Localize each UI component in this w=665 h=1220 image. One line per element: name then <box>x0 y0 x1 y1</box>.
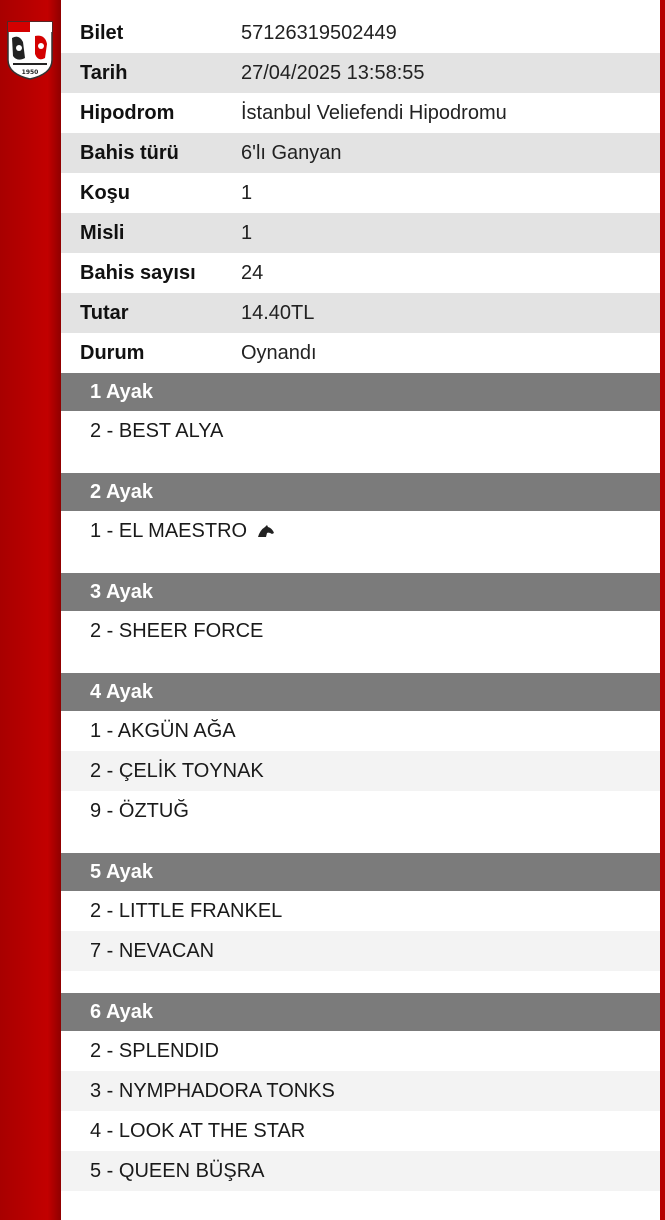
horse-label: 1 - EL MAESTRO <box>90 519 248 542</box>
leg-header: 1 Ayak <box>61 373 660 411</box>
info-label: Bahis sayısı <box>80 261 196 284</box>
leg-header: 5 Ayak <box>61 853 660 891</box>
horse-row <box>61 1071 660 1111</box>
leg-section <box>61 373 660 473</box>
info-value: İstanbul Veliefendi Hipodromu <box>241 101 507 124</box>
info-value: 1 <box>241 181 253 204</box>
info-row <box>61 93 660 133</box>
info-value: 57126319502449 <box>241 21 397 44</box>
info-row <box>61 173 660 213</box>
info-row <box>61 213 660 253</box>
horse-label: 5 - QUEEN BÜŞRA <box>90 1159 265 1182</box>
leg-header: 2 Ayak <box>61 473 660 511</box>
horse-label: 2 - BEST ALYA <box>90 419 224 442</box>
info-value: Oynandı <box>241 341 317 364</box>
horse-row <box>61 1031 660 1071</box>
horse-row <box>61 411 660 451</box>
horse-label: 7 - NEVACAN <box>90 939 215 962</box>
leg-section <box>61 993 660 1213</box>
horse-row <box>61 891 660 931</box>
leg-spacer <box>61 1191 660 1213</box>
leg-spacer <box>61 971 660 993</box>
leg-spacer <box>61 651 660 673</box>
info-row <box>61 293 660 333</box>
leg-header: 3 Ayak <box>61 573 660 611</box>
horse-row <box>61 931 660 971</box>
leg-spacer <box>61 451 660 473</box>
leg-header: 4 Ayak <box>61 673 660 711</box>
horse-row <box>61 511 660 551</box>
info-label: Hipodrom <box>80 101 175 124</box>
leg-section <box>61 853 660 993</box>
info-value: 1 <box>241 221 253 244</box>
club-logo-icon <box>5 20 55 80</box>
info-row <box>61 333 660 373</box>
leg-spacer <box>61 831 660 853</box>
horse-label: 2 - ÇELİK TOYNAK <box>90 759 264 782</box>
legs-list <box>61 373 660 1213</box>
info-label: Tarih <box>80 61 128 84</box>
info-value: 27/04/2025 13:58:55 <box>241 61 425 84</box>
horse-label: 3 - NYMPHADORA TONKS <box>90 1079 335 1102</box>
leg-spacer <box>61 551 660 573</box>
info-row <box>61 53 660 93</box>
horse-label: 9 - ÖZTUĞ <box>90 799 189 822</box>
info-label: Misli <box>80 221 125 244</box>
info-label: Bilet <box>80 21 124 44</box>
horse-label: 1 - AKGÜN AĞA <box>90 719 236 742</box>
info-value: 6'lı Ganyan <box>241 141 342 164</box>
left-rail <box>0 0 61 1220</box>
horse-label: 2 - SHEER FORCE <box>90 619 264 642</box>
info-label: Bahis türü <box>80 141 179 164</box>
horse-row <box>61 1151 660 1191</box>
info-value: 24 <box>241 261 264 284</box>
ticket-info-table <box>61 13 660 373</box>
info-label: Durum <box>80 341 145 364</box>
info-row <box>61 13 660 53</box>
leg-section <box>61 473 660 573</box>
svg-text:1950: 1950 <box>21 69 39 76</box>
info-row <box>61 133 660 173</box>
ticket-content <box>61 13 660 1213</box>
leg-header: 6 Ayak <box>61 993 660 1031</box>
leg-section <box>61 673 660 853</box>
horse-row <box>61 711 660 751</box>
right-rail <box>660 0 665 1220</box>
horse-label: 4 - LOOK AT THE STAR <box>90 1119 306 1142</box>
horse-row <box>61 1111 660 1151</box>
info-label: Tutar <box>80 301 129 324</box>
horse-head-icon <box>257 524 275 538</box>
horse-row <box>61 791 660 831</box>
info-row <box>61 253 660 293</box>
info-value: 14.40TL <box>241 301 315 324</box>
horse-row <box>61 751 660 791</box>
leg-section <box>61 573 660 673</box>
horse-label: 2 - SPLENDID <box>90 1039 219 1062</box>
info-label: Koşu <box>80 181 130 204</box>
horse-row <box>61 611 660 651</box>
horse-label: 2 - LITTLE FRANKEL <box>90 899 283 922</box>
